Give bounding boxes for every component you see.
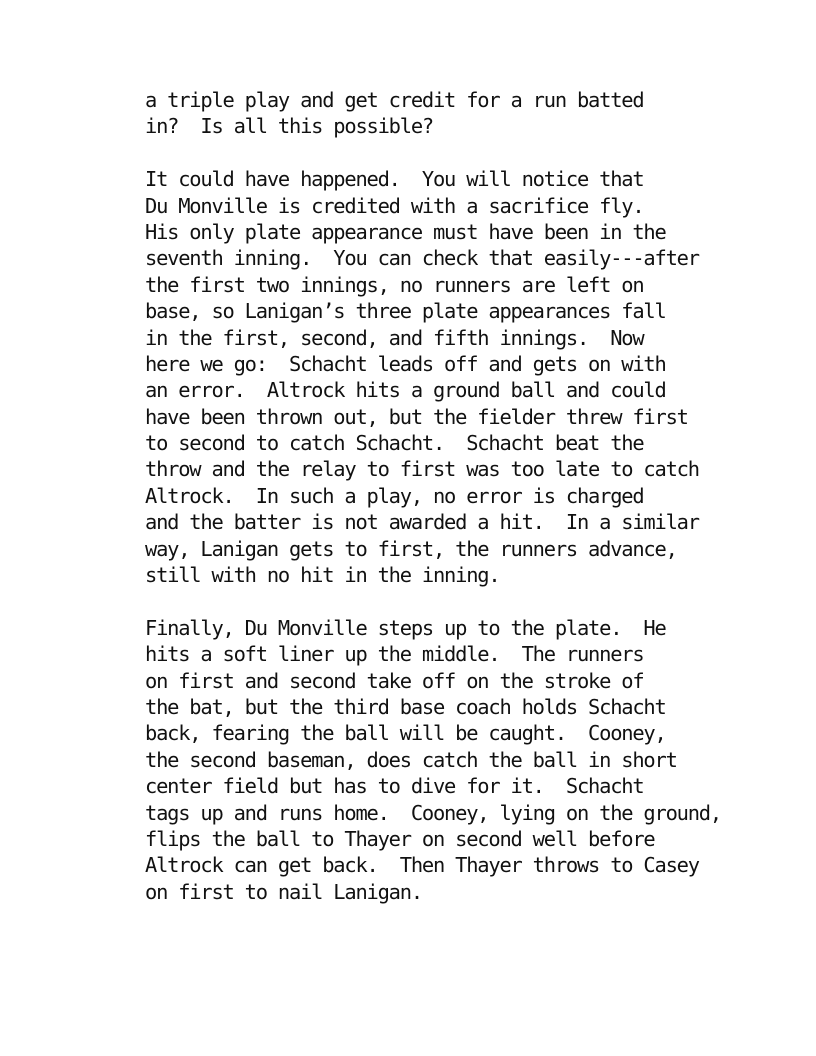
text-line: have been thrown out, but the fielder threw first bbox=[145, 404, 688, 429]
text-line: It could have happened. You will notice that bbox=[145, 167, 644, 192]
text-line: seventh inning. You can check that easily---after bbox=[145, 246, 699, 271]
text-line: back, fearing the ball will be caught. Cooney, bbox=[145, 721, 666, 746]
text-line: the first two innings, no runners are left on bbox=[145, 272, 644, 297]
text-line: the second baseman, does catch the ball in short bbox=[145, 747, 677, 772]
document-page bbox=[145, 87, 785, 905]
text-line: a triple play and get credit for a run batted bbox=[145, 88, 644, 112]
text-line: here we go: Schacht leads off and gets on with bbox=[145, 351, 666, 376]
text-line: on first to nail Lanigan. bbox=[145, 879, 422, 904]
text-line: to second to catch Schacht. Schacht beat the bbox=[145, 431, 644, 456]
text-line: throw and the relay to first was too late to catch bbox=[145, 457, 699, 482]
paragraph-1 bbox=[145, 87, 785, 140]
text-line: on first and second take off on the stroke of bbox=[145, 668, 644, 693]
text-line: an error. Altrock hits a ground ball and could bbox=[145, 378, 666, 403]
paragraph-2 bbox=[145, 166, 785, 588]
text-line: His only plate appearance must have been in the bbox=[145, 219, 666, 244]
text-line: in? Is all this possible? bbox=[145, 114, 433, 139]
text-line: and the batter is not awarded a hit. In a similar bbox=[145, 510, 699, 535]
text-line: hits a soft liner up the middle. The runners bbox=[145, 642, 644, 667]
text-line: in the first, second, and fifth innings. Now bbox=[145, 325, 644, 350]
text-line: Finally, Du Monville steps up to the plate. He bbox=[145, 615, 666, 640]
text-line: still with no hit in the inning. bbox=[145, 563, 500, 588]
text-line: center field but has to dive for it. Schacht bbox=[145, 774, 644, 799]
text-line: Altrock can get back. Then Thayer throws to Casey bbox=[145, 853, 699, 878]
paragraph-3 bbox=[145, 615, 785, 905]
text-line: way, Lanigan gets to first, the runners advance, bbox=[145, 536, 677, 561]
text-line: Altrock. In such a play, no error is charged bbox=[145, 483, 644, 508]
text-line: tags up and runs home. Cooney, lying on the ground, bbox=[145, 800, 721, 825]
text-line: base, so Lanigan’s three plate appearances fall bbox=[145, 299, 666, 324]
text-line: Du Monville is credited with a sacrifice fly. bbox=[145, 193, 644, 218]
text-line: the bat, but the third base coach holds Schacht bbox=[145, 694, 666, 719]
text-line: flips the ball to Thayer on second well before bbox=[145, 826, 655, 851]
